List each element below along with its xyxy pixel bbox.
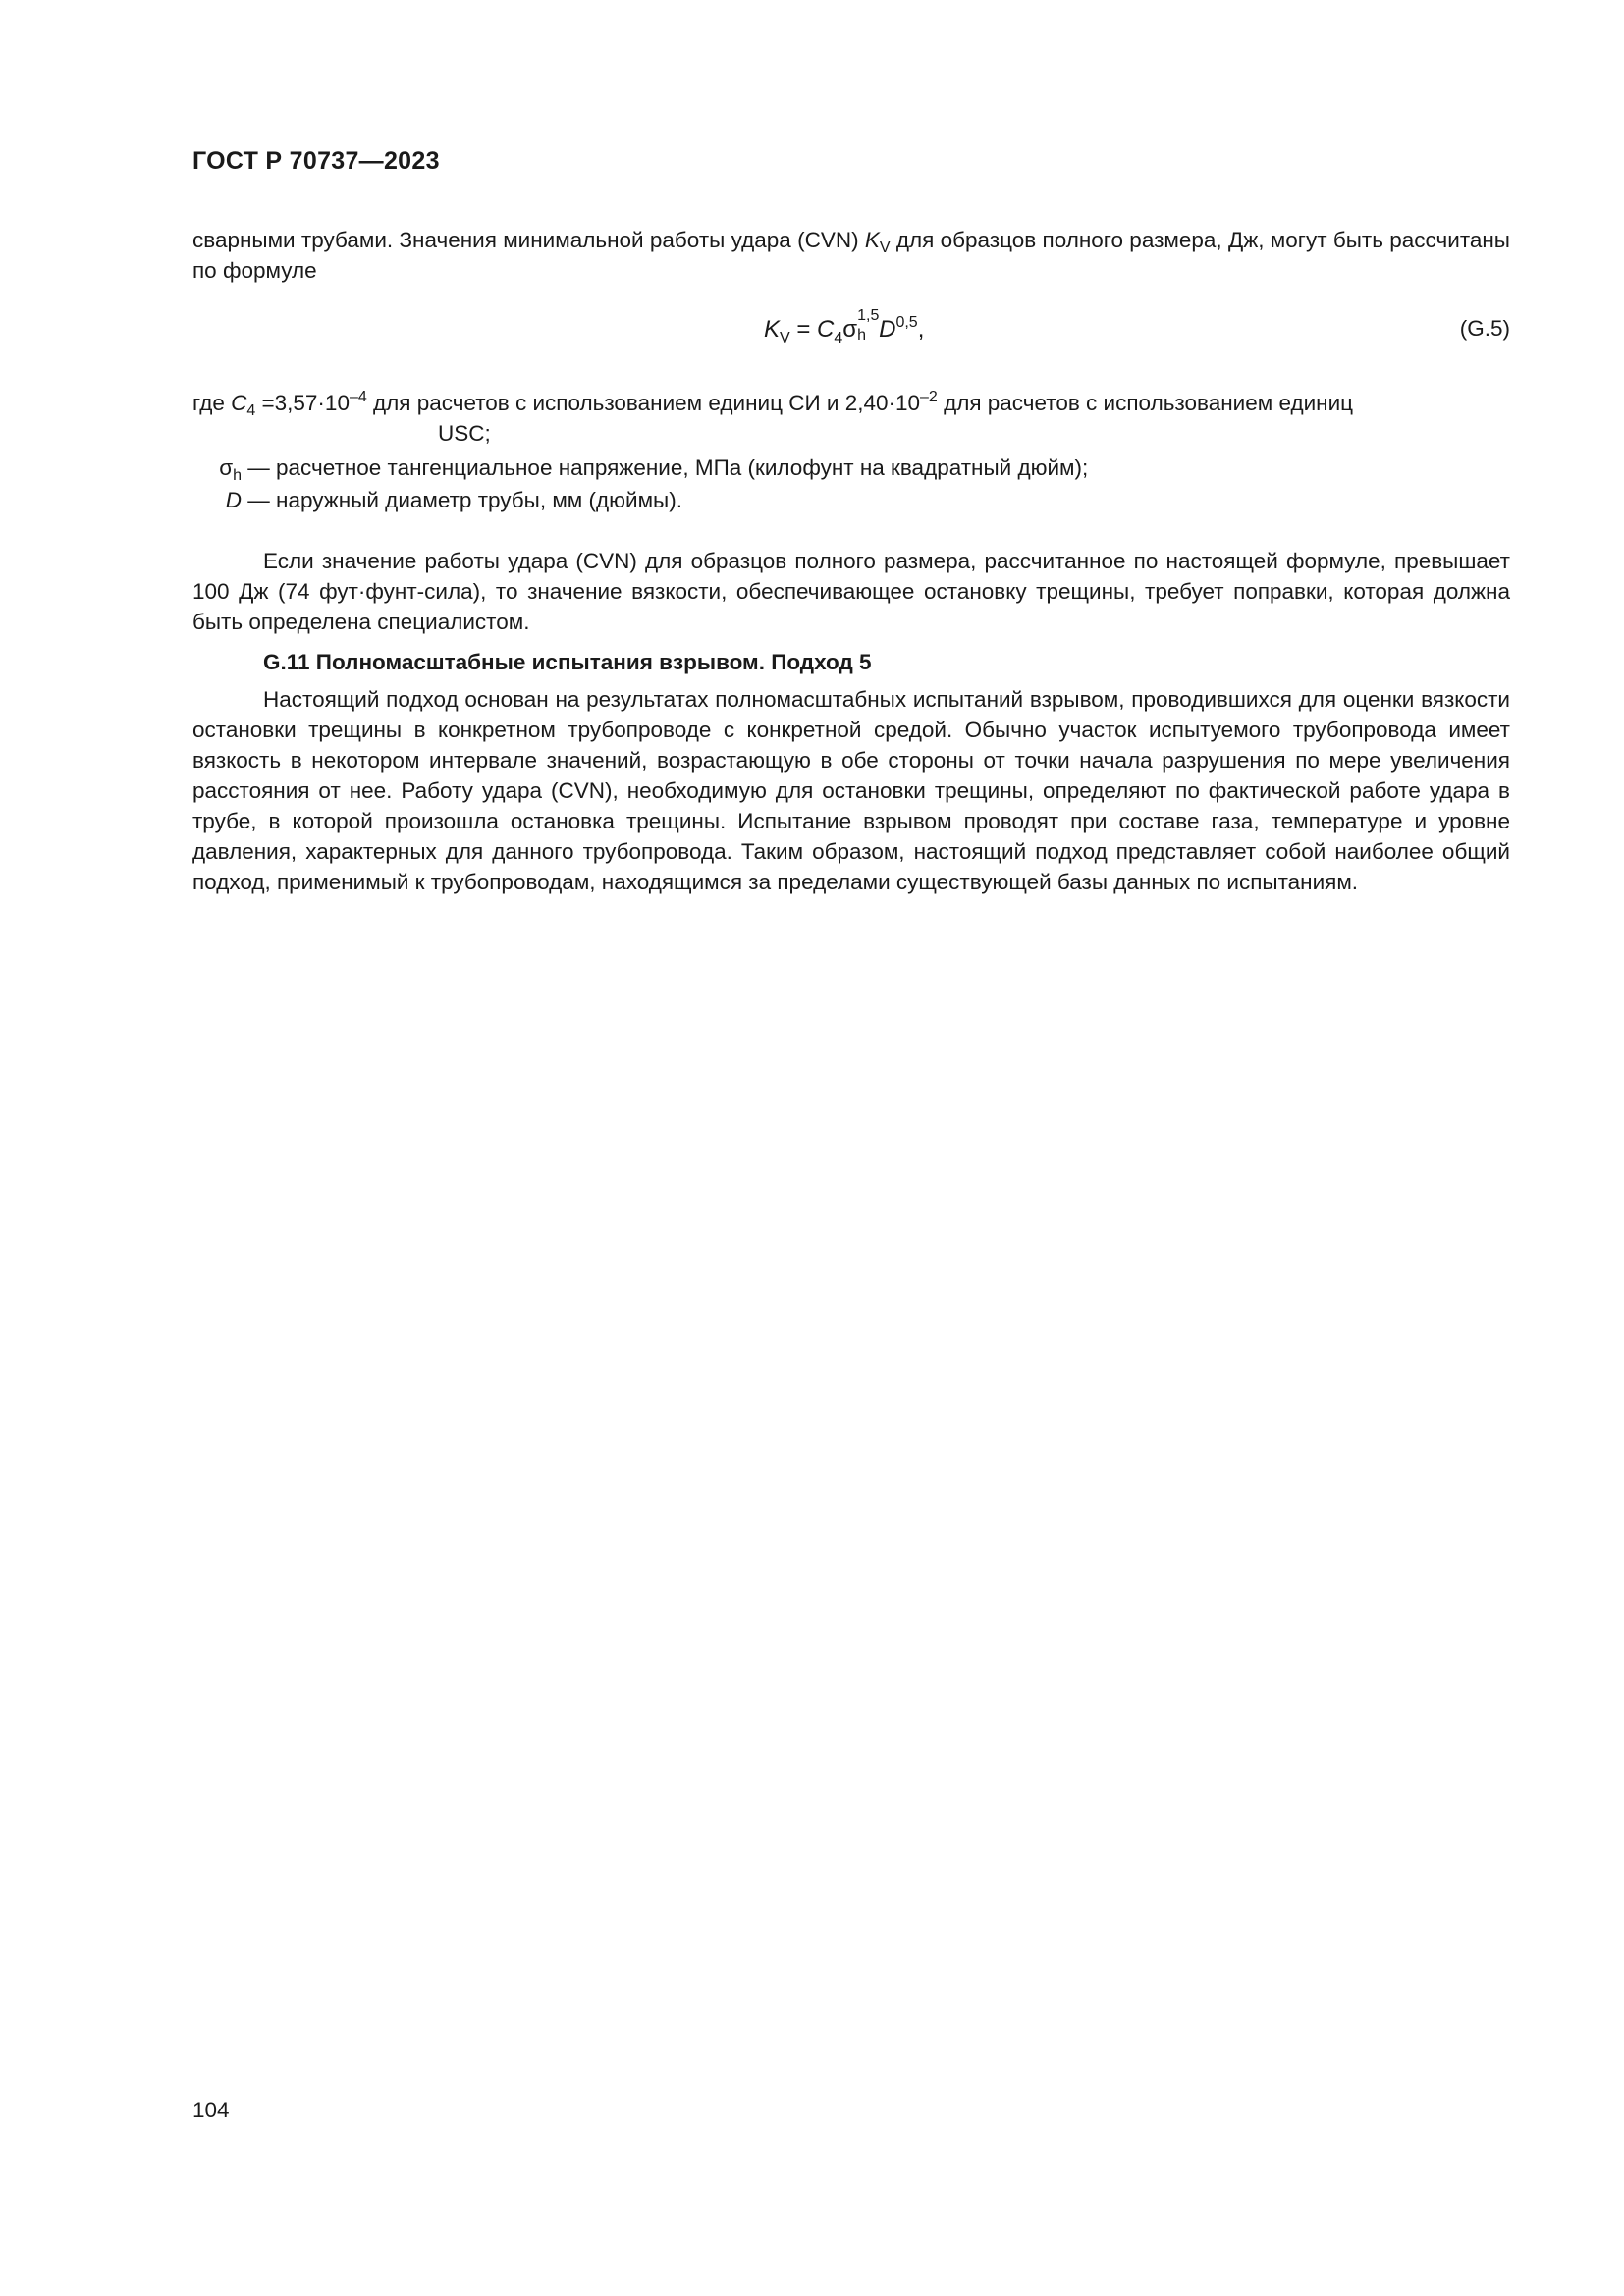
formula-sigma-scripts [857, 307, 880, 344]
formula-eq: = [789, 316, 818, 343]
formula-d: D [879, 316, 896, 343]
formula-lhs: K [764, 316, 781, 343]
formula-number: (G.5) [1459, 316, 1510, 341]
legend-symbol-main: D [225, 488, 242, 512]
formula-tail: , [917, 316, 925, 343]
intro-text-b: для образцов полного размера, Дж, могут быть рассчитаны по формуле [192, 228, 1510, 283]
cvn-paragraph: Если значение работы удара (CVN) для образцов полного размера, рассчитанное по настоящей формуле, превышает 100 Дж (74 фут·фунт-сила), то значение вязкости, обеспечивающее остановку трещины, требует поправки, которая должна быть определена специалистом. [192, 549, 1510, 634]
where-c: C [231, 391, 247, 415]
where-c-sub: 4 [246, 402, 256, 419]
where-t3: для расчетов с использованием единиц [937, 391, 1354, 415]
legend-symbol [192, 485, 242, 515]
legend-symbol-main: σ [219, 455, 234, 480]
intro-text-a: сварными трубами. Значения минимальной работы удара (CVN) [192, 228, 865, 252]
legend-item [192, 453, 1510, 483]
where-t2: для расчетов с использованием единиц СИ и 2,40·10 [366, 391, 921, 415]
formula-d-sup: 0,5 [895, 314, 918, 331]
legend-text: расчетное тангенциальное напряжение, МПа (килофунт на квадратный дюйм); [276, 455, 1089, 480]
kv-subscript: V [879, 240, 891, 256]
where-clause [192, 388, 1510, 449]
formula-sigma-sub: h [857, 327, 867, 344]
where-exp2: –2 [920, 389, 938, 405]
where-lead: где [192, 391, 232, 415]
intro-paragraph [192, 225, 1510, 286]
page-number: 104 [192, 2098, 230, 2122]
document-header: ГОСТ Р 70737—2023 [192, 147, 440, 175]
formula-c-sub: 4 [834, 330, 843, 347]
legend-text: наружный диаметр трубы, мм (дюймы). [276, 488, 682, 512]
formula-sigma-sup: 1,5 [857, 307, 880, 324]
legend-symbol-sub: h [233, 467, 242, 484]
legend-symbol [192, 453, 242, 483]
legend-dash: — [242, 455, 277, 480]
section-g11-paragraph: Настоящий подход основан на результатах полномасштабных испытаний взрывом, проводившихся для оценки вязкости остановки трещины в конкретном трубопроводе с конкретной средой. Обычно участок испытуемого трубопровода имеет вязкость в некотором интервале значений, возрастающую в обе стороны от точки начала разрушения по мере увеличения расстояния от нее. Работу удара (CVN), необходимую для остановки трещины, определяют по фактической работе удара в трубе, в которой произошла остановка трещины. Испытание взрывом проводят при составе газа, температуре и уровне давления, характерных для данного трубопровода. Таким образом, настоящий подход представляет собой наиболее общий подход, применимый к трубопроводам, находящимся за пределами существующей базы данных по испытаниям. [192, 687, 1510, 894]
formula-lhs-sub: V [780, 330, 790, 347]
formula-c: C [817, 316, 835, 343]
legend-item [192, 485, 1510, 515]
where-continuation: USC; [438, 421, 491, 446]
legend-dash: — [242, 488, 277, 512]
kv-symbol: K [864, 228, 880, 252]
where-t1: =3,57·10 [255, 391, 350, 415]
section-g11-title: G.11 Полномасштабные испытания взрывом. Подход 5 [263, 650, 872, 674]
formula-g5 [764, 307, 925, 347]
formula-sigma: σ [842, 316, 858, 343]
where-exp1: –4 [349, 389, 367, 405]
